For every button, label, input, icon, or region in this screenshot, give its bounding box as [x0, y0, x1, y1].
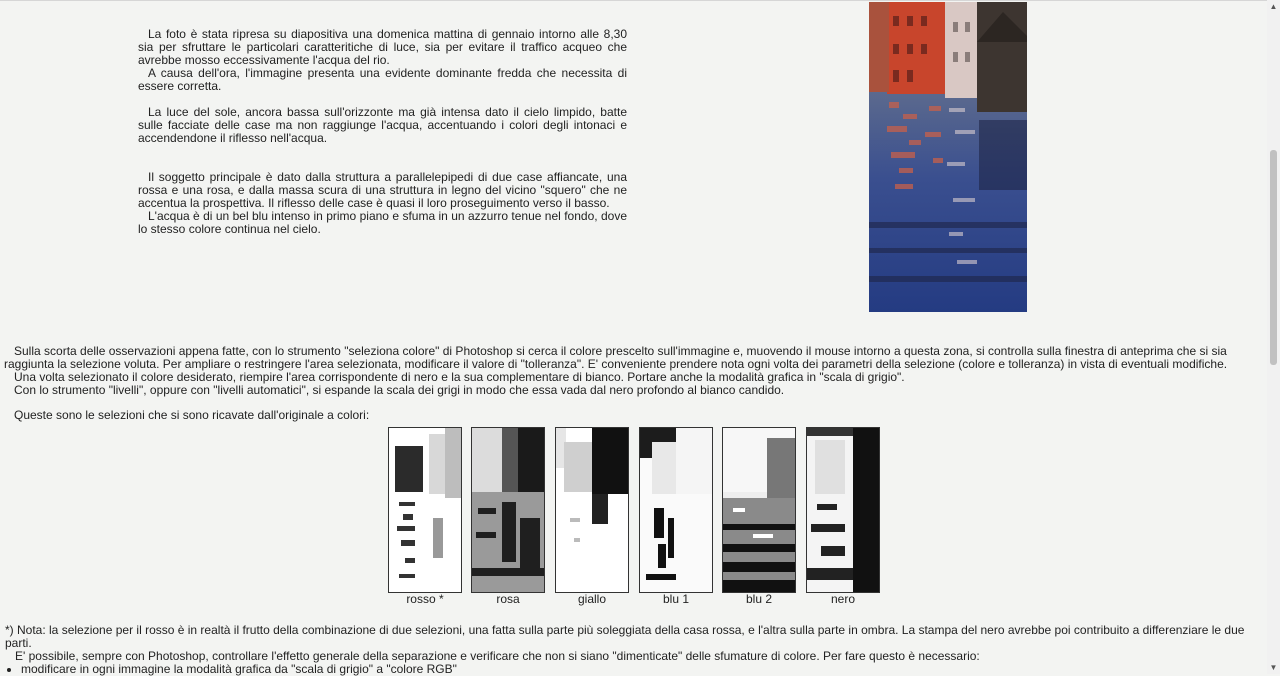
note-text: *) Nota: la selezione per il rosso è in realtà il frutto della combinazione di due selezioni, una fatta sulla parte più soleggiata della casa rossa, e l'altra sulla parte in ombra. La stampa del nero avrebbe poi contribuito a differenziare le due parti. — [5, 623, 1245, 650]
selection-blu2-image[interactable] — [722, 427, 796, 593]
instructions-paragraph-3: Con lo strumento "livelli", oppure con "livelli automatici", si espande la scala dei grigi in modo che essa vada dal nero profondo al bianco candido. — [14, 383, 785, 397]
selection-blu1-caption: blu 1 — [662, 592, 690, 606]
scroll-down-arrow-icon[interactable]: ▼ — [1269, 663, 1278, 672]
steps-list — [5, 663, 1267, 676]
step-item: • modificare in ogni immagine la modalità grafica da "scala di grigio" a "colore RGB" — [21, 663, 1267, 676]
instructions-paragraph-1: Sulla scorta delle osservazioni appena fatte, con lo strumento "seleziona colore" di Photoshop si cerca il colore prescelto sull'immagine e, muovendo il mouse intorno a questa zona, si controlla sulla finestra di anteprima che si sia raggiunta la selezione voluta. Per ampliare o restringere l'area selezionata, modificare il valore di "tolleranza". E' conveniente prendere nota ogni volta dei parametri della selezione (colore e tolleranza) in vista di eventuali modifiche. — [4, 344, 1228, 371]
selection-blu2-caption: blu 2 — [745, 592, 773, 606]
selection-rosa-image[interactable] — [471, 427, 545, 593]
intro-paragraph-3: La luce del sole, ancora bassa sull'orizzonte ma già intensa dato il cielo limpido, batte sulle facciate delle case ma non raggiunge l'acqua, accentuando i colori degli intonaci e accendendone il riflesso nell'acqua. — [138, 105, 627, 145]
selection-rosso-image[interactable] — [388, 427, 462, 593]
selections-title: Queste sono le selezioni che si sono ricavate dall'originale a colori: — [14, 408, 370, 422]
footer-paragraph-1: E' possibile, sempre con Photoshop, controllare l'effetto generale della separazione e verificare che non si siano "dimenticate" delle sfumature di colore. Per fare questo è necessario: — [15, 649, 980, 663]
intro-text — [138, 28, 627, 236]
intro-paragraph-5: L'acqua è di un bel blu intenso in primo piano e sfuma in un azzurro tenue nel fondo, dove lo stesso colore continua nel cielo. — [138, 209, 627, 236]
intro-paragraph-4: Il soggetto principale è dato dalla struttura a parallelepipedi di due case affiancate, una rossa e una rosa, e dalla massa scura di una struttura in legno del vicino "squero" che ne accentua la prospettiva. Il riflesso delle case è quasi il loro proseguimento verso il basso. — [138, 170, 627, 210]
instructions-paragraph-2: Una volta selezionato il colore desiderato, riempire l'area corrispondente di nero e la sua complementare di bianco. Portare anche la modalità grafica in "scala di grigio". — [14, 370, 905, 384]
footer-text — [5, 650, 1267, 676]
selections-gallery — [388, 427, 880, 607]
selection-rosa-caption: rosa — [496, 592, 520, 606]
venice-canal-photo — [869, 2, 1027, 312]
scrollbar-thumb[interactable] — [1270, 150, 1277, 365]
intro-paragraph-1: La foto è stata ripresa su diapositiva una domenica mattina di gennaio intorno alle 8,30 sia per sfruttare le particolari caratteritiche di luce, sia per evitare il traffico acqueo che avrebbe mosso eccessivamente l'acqua del rio. — [138, 27, 627, 67]
intro-paragraph-2: A causa dell'ora, l'immagine presenta una evidente dominante fredda che necessita di essere corretta. — [138, 66, 627, 93]
selection-giallo-caption: giallo — [577, 592, 607, 606]
selection-rosso-caption: rosso * — [406, 592, 444, 606]
selection-nero-caption: nero — [830, 592, 856, 606]
vertical-scrollbar[interactable] — [1267, 0, 1280, 674]
selection-nero-image[interactable] — [806, 427, 880, 593]
selection-giallo-image[interactable] — [555, 427, 629, 593]
top-divider — [0, 0, 1267, 1]
scroll-up-arrow-icon[interactable]: ▲ — [1269, 2, 1278, 11]
instructions-text — [4, 345, 1266, 397]
selection-blu1-image[interactable] — [639, 427, 713, 593]
